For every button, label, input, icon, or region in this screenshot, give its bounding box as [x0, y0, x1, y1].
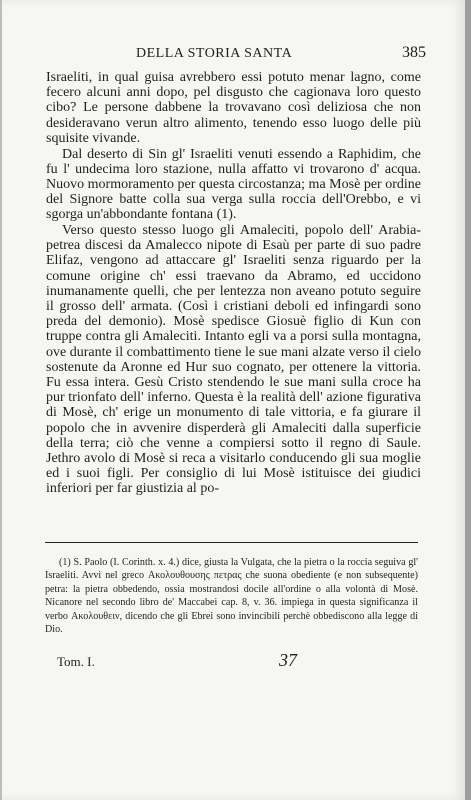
book-page: [2, 0, 465, 800]
footnote: [45, 556, 418, 636]
volume-signature: Tom. I.: [57, 654, 95, 669]
paragraph-2: Dal deserto di Sin gl' Israeliti venuti essendo a Raphidim, che fu l' undecima loro stazione, nulla affatto vi trovarono d' acqua. Nuovo mormoramento per questa circostanza; ma Mosè per ordine del Signore batte colla sua verga sulla roccia dell'Orebbo, e vi sgorga un'abbondante fontana (1).: [46, 146, 421, 223]
page-footer: [57, 650, 357, 678]
signature-number: 37: [279, 650, 297, 670]
paragraph-1: Israeliti, in qual guisa avrebbero essi potuto menar lagno, come fecero alcuni anni dopo, pel disgusto che cagionava loro questo cibo? Le persone dabbene la trovavano così deliziosa che non desideravano verun altro alimento, tenendo esso luogo delle più squisite vivande.: [46, 70, 421, 146]
footnote-separator: [45, 542, 418, 543]
page-header: [46, 38, 426, 62]
main-text: [46, 70, 421, 497]
paragraph-3: Verso questo stesso luogo gli Amaleciti, popolo dell' Arabia-petrea discesi da Amalecco nipote di Esaù per parte di suo padre Elifaz, vengono ad attaccare gl' Israeliti senza riguardo per la comune origine ch' essi traevano da Abramo, ed uccidono inumanamente quelli, che per lentezza non aveano potuto seguire il grosso dell' armata. (Così i cristiani deboli ed infingardi sono preda del demonio). Mosè spedisce Giosuè figlio di Kun con truppe contra gli Amaleciti. Intanto egli va a porsi sulla montagna, ove durante il combattimento tiene le sue mani alzate verso il cielo sostenute da Aronne ed Hur suo cognato, per ottenere la vittoria. Fu essa intera. Gesù Cristo stendendo le sue mani sulla croce ha pur trionfato dell' inferno. Questa è la realità dell' azione figurativa di Mosè, ch' erige un monumento di tale vittoria, e fa giurare il popolo che in avvenire disperderà gli Amaleciti dalla superficie della terra; ciò che venne a compiersi sotto il regno di Saule. Jethro avolo di Mosè si reca a visitarlo conducendo gli sua moglie ed i suoi figli. Per consiglio di lui Mosè istituisce dei giudici inferiori per far giustizia al po-: [46, 223, 421, 497]
footnote-text: (1) S. Paolo (I. Corinth. x. 4.) dice, giusta la Vulgata, che la pietra o la roccia seguiva gl' Israeliti. Avvi nel greco Ακολουθουσης πετρας che suona obediente (e non subsequente) petra: la pietra obbedendo, ossia mostrandosi docile all'ordine o alla volontà di Mosè. Nicanore nel secondo libro de' Maccabei cap. 8, v. 36. impiega in questa significanza il verbo Ακολουθειν, dicendo che gli Ebrei sono invincibili perchè obbediscono alla legge di Dio.: [45, 557, 418, 636]
running-title: DELLA STORIA SANTA: [136, 46, 293, 61]
page-number: 385: [402, 44, 426, 61]
